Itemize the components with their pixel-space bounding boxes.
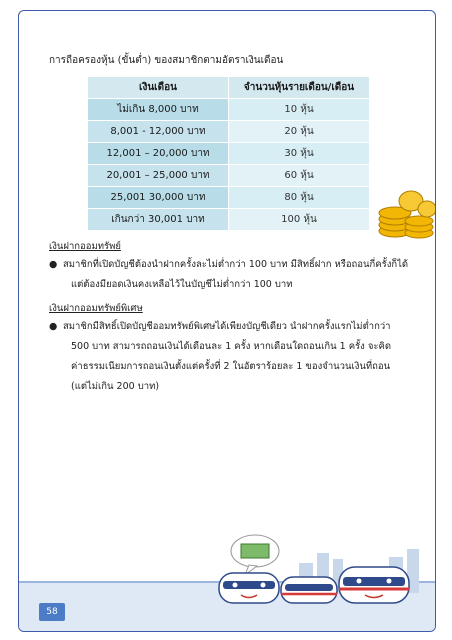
train-2 [339,567,409,603]
coin-stack-icon [375,181,436,241]
table-row [88,143,370,165]
table-row [88,165,370,187]
column-header-salary: เงินเดือน [88,77,229,99]
table-row [88,187,370,209]
special-savings-paragraph [49,317,436,397]
salary-cell: 12,001 – 20,000 บาท [88,143,229,165]
salary-cell: ไม่เกิน 8,000 บาท [88,99,229,121]
train-3 [281,577,337,603]
page-frame [18,10,436,632]
salary-cell: 25,001 30,000 บาท [88,187,229,209]
special-savings-title: เงินฝากออมทรัพย์พิเศษ [49,303,143,314]
table-row [88,209,370,231]
shares-cell: 100 หุ้น [229,209,370,231]
savings-paragraph [49,255,436,295]
shares-cell: 60 หุ้น [229,165,370,187]
special-line-4: (แต่ไม่เกิน 200 บาท) [71,381,160,392]
shares-cell: 30 หุ้น [229,143,370,165]
money-speech-bubble-icon [231,535,279,575]
train-mascot-icon [189,529,436,609]
intro-text: การถือครองหุ้น (ขั้นต่ำ) ของสมาชิกตามอัตราเงินเดือน [49,55,284,66]
table-header-row [88,77,370,99]
table-row [88,99,370,121]
train-1 [219,573,279,603]
shares-cell: 20 หุ้น [229,121,370,143]
savings-line-2: แต่ต้องมียอดเงินคงเหลือไว้ในบัญชีไม่ต่ำกว่า 100 บาท [71,279,293,290]
savings-title: เงินฝากออมทรัพย์ [49,241,121,252]
shares-cell: 80 หุ้น [229,187,370,209]
table-row [88,121,370,143]
page-number: 58 [39,603,65,621]
shares-table [87,76,370,231]
savings-line-1: สมาชิกที่เปิดบัญชีต้องนำฝากครั้งละไม่ต่ำกว่า 100 บาท มีสิทธิ์ฝาก หรือถอนกี่ครั้งก็ได้ [63,259,409,270]
salary-cell: เกินกว่า 30,001 บาท [88,209,229,231]
special-line-3: ค่าธรรมเนียมการถอนเงินตั้งแต่ครั้งที่ 2 ในอัตราร้อยละ 1 ของจำนวนเงินที่ถอน [71,361,391,372]
shares-cell: 10 หุ้น [229,99,370,121]
special-line-1: สมาชิกมีสิทธิ์เปิดบัญชีออมทรัพย์พิเศษได้เพียงบัญชีเดียว นำฝากครั้งแรกไม่ต่ำกว่า [63,321,391,332]
salary-cell: 8,001 - 12,000 บาท [88,121,229,143]
column-header-shares: จำนวนหุ้นรายเดือน/เดือน [229,77,370,99]
bullet-icon: ● [49,259,58,270]
special-line-2: 500 บาท สามารถถอนเงินได้เดือนละ 1 ครั้ง หากเดือนใดถอนเกิน 1 ครั้ง จะคิด [71,341,392,352]
bullet-icon: ● [49,321,58,332]
salary-cell: 20,001 – 25,000 บาท [88,165,229,187]
